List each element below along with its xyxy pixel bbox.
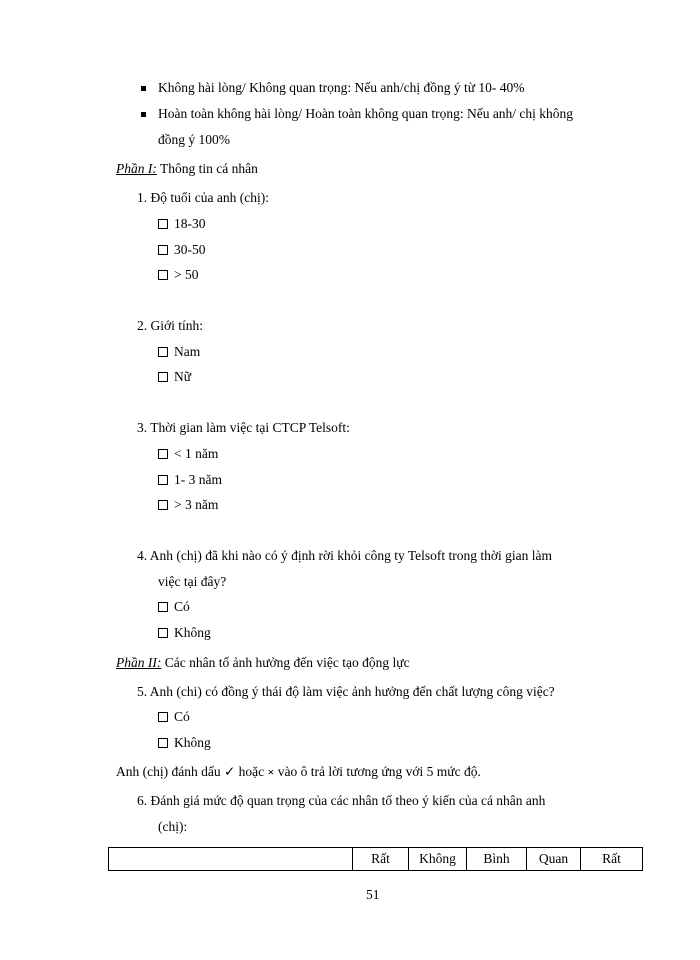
option-1-3-years[interactable] [158, 472, 222, 488]
part2-title: Các nhân tố ảnh hưởng đến việc tạo động lực [161, 655, 410, 670]
part2-label: Phần II: [116, 655, 162, 670]
table-header-cell [109, 848, 353, 871]
question-4-continued: việc tại đây? [158, 574, 227, 589]
option-khong[interactable] [158, 735, 211, 751]
option-30-50[interactable] [158, 242, 206, 258]
checkbox-icon[interactable] [158, 245, 168, 255]
checkbox-icon[interactable] [158, 738, 168, 748]
option-label: 30-50 [174, 242, 206, 257]
instruction-part: hoặc [235, 764, 268, 779]
option-nu[interactable] [158, 369, 191, 385]
checkbox-icon[interactable] [158, 449, 168, 459]
option-over-50[interactable] [158, 267, 199, 283]
instruction-text [116, 764, 481, 780]
option-label: Có [174, 599, 190, 614]
option-co[interactable] [158, 599, 190, 615]
instruction-part: vào ô trả lời tương ứng với 5 mức độ. [274, 764, 481, 779]
bullet-text: Hoàn toàn không hài lòng/ Hoàn toàn không quan trọng: Nếu anh/ chị không [158, 106, 574, 121]
option-nam[interactable] [158, 344, 200, 360]
checkbox-icon[interactable] [158, 219, 168, 229]
checkbox-icon[interactable] [158, 712, 168, 722]
table-header-cell: Quan [527, 848, 581, 871]
option-label: Có [174, 709, 190, 724]
cross-mark-icon: × [267, 765, 275, 779]
question-2: 2. Giới tính: [137, 318, 204, 333]
option-18-30[interactable] [158, 216, 206, 232]
checkbox-icon[interactable] [158, 475, 168, 485]
part1-title: Thông tin cá nhân [156, 161, 258, 176]
checkbox-icon[interactable] [158, 500, 168, 510]
part2-heading [116, 655, 410, 671]
check-mark-icon: ✓ [223, 764, 236, 779]
table-header-cell: Bình [467, 848, 527, 871]
bullet-text-continued: đồng ý 100% [158, 132, 230, 147]
table-header-cell: Rất [581, 848, 643, 871]
checkbox-icon[interactable] [158, 270, 168, 280]
option-label: Nữ [174, 369, 192, 384]
option-khong[interactable] [158, 625, 211, 641]
question-3: 3. Thời gian làm việc tại CTCP Telsoft: [137, 420, 350, 435]
question-6: 6. Đánh giá mức độ quan trọng của các nhân tố theo ý kiến của cá nhân anh [137, 793, 546, 808]
option-label: Nam [174, 344, 201, 359]
bullet-marker [141, 86, 146, 91]
option-under-1-year[interactable] [158, 446, 218, 462]
part1-heading [116, 161, 258, 177]
checkbox-icon[interactable] [158, 602, 168, 612]
option-label: Không [174, 625, 211, 640]
question-4: 4. Anh (chị) đã khi nào có ý định rời khỏi công ty Telsoft trong thời gian làm [137, 548, 553, 563]
option-label: > 3 năm [174, 497, 219, 512]
question-5: 5. Anh (chi) có đồng ý thái độ làm việc ảnh hưởng đến chất lượng công việc? [137, 684, 555, 699]
checkbox-icon[interactable] [158, 372, 168, 382]
rating-table [108, 847, 643, 871]
page-number: 51 [366, 887, 380, 902]
checkbox-icon[interactable] [158, 628, 168, 638]
option-label: > 50 [174, 267, 199, 282]
table-header-cell: Rất [353, 848, 409, 871]
instruction-part: Anh (chị) đánh dấu [116, 764, 224, 779]
bullet-marker [141, 112, 146, 117]
question-1: 1. Độ tuổi của anh (chị): [137, 190, 269, 205]
option-over-3-years[interactable] [158, 497, 218, 513]
option-label: < 1 năm [174, 446, 219, 461]
option-co[interactable] [158, 709, 190, 725]
part1-label: Phần I: [116, 161, 157, 176]
table-header-row [109, 848, 643, 871]
checkbox-icon[interactable] [158, 347, 168, 357]
table-header-cell: Không [409, 848, 467, 871]
option-label: 1- 3 năm [174, 472, 222, 487]
option-label: Không [174, 735, 211, 750]
option-label: 18-30 [174, 216, 206, 231]
question-6-continued: (chị): [158, 819, 188, 834]
bullet-text: Không hài lòng/ Không quan trọng: Nếu anh/chị đồng ý từ 10- 40% [158, 80, 525, 95]
